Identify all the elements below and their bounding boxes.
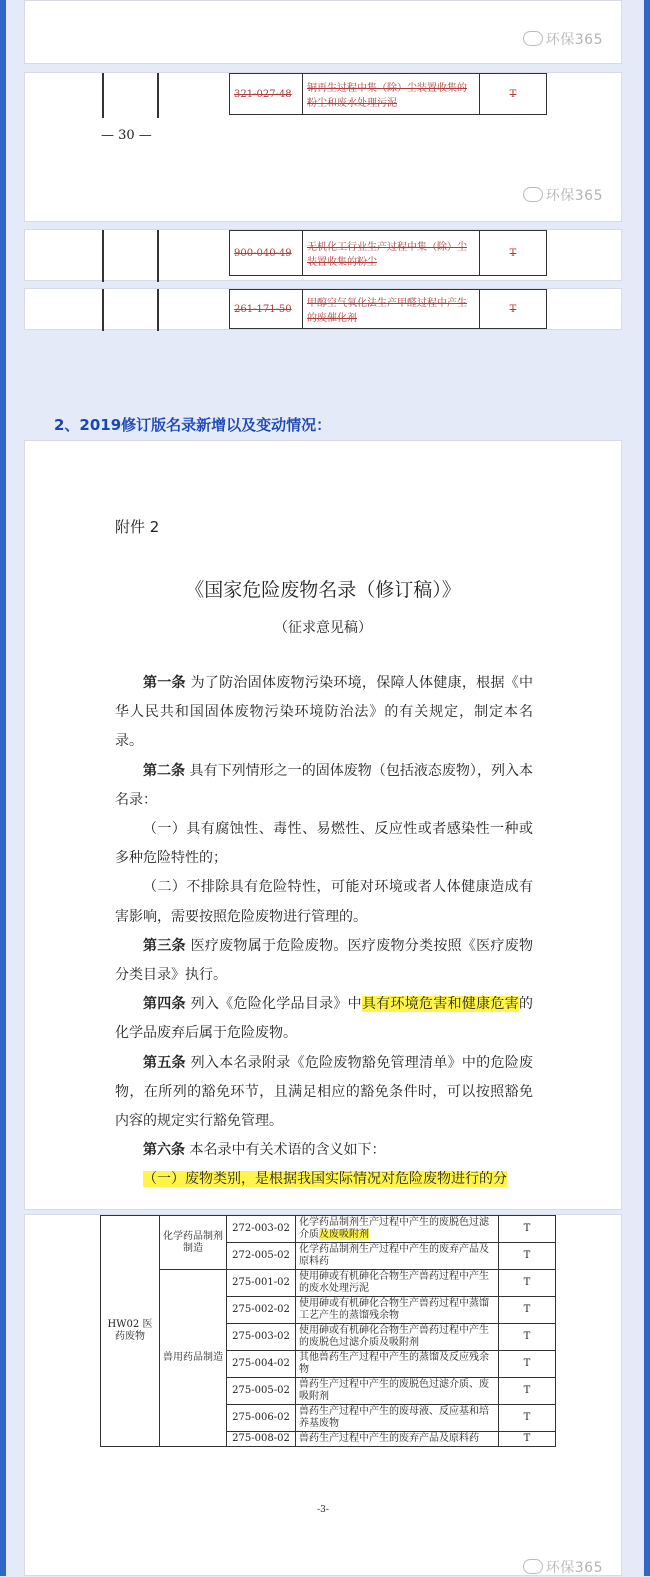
table-cell-desc: 铜再生过程中集（除）尘装置收集的粉尘和废水处理污泥 — [303, 74, 480, 115]
table-cell-code: 261-171-50 — [230, 290, 303, 329]
table-cell-mark: T — [499, 1297, 556, 1324]
table-cell-mark: T — [499, 1270, 556, 1297]
document-title: 《国家危险废物名录（修订稿）》 — [185, 579, 461, 601]
wechat-icon — [523, 31, 543, 46]
paragraph: 第一条 为了防治固体废物污染环境，保障人体健康，根据《中华人民共和国固体废物污染环境防治法》的有关规定，制定本名录。 — [115, 675, 534, 750]
table-cell-code: 275-003-02 — [227, 1324, 296, 1351]
paragraph: 第六条 本名录中有关术语的含义如下： — [143, 1142, 386, 1159]
table-row — [230, 290, 547, 329]
watermark: 环保365 — [523, 1557, 603, 1577]
table-cell-code: 275-004-02 — [227, 1351, 296, 1378]
table-line — [102, 230, 104, 282]
old-table — [229, 289, 547, 329]
table-cell-desc: 使用砷或有机砷化合物生产兽药过程中蒸馏工艺产生的蒸馏残余物 — [296, 1297, 499, 1324]
document-subtitle: （征求意见稿） — [274, 620, 372, 636]
document-body — [115, 669, 533, 1195]
table-cell-desc: 化学药品制剂生产过程中产生的废脱色过滤介质及废吸附剂 — [296, 1216, 499, 1243]
table-line — [102, 73, 104, 118]
table-row — [101, 1216, 556, 1243]
table-line — [157, 230, 159, 282]
right-frame-bar — [644, 0, 650, 1576]
table-cell-category: HW02 医药废物 — [101, 1216, 160, 1447]
highlight: 具有环境危害和健康危害 — [361, 996, 520, 1013]
table-cell-mark: T — [499, 1351, 556, 1378]
watermark: 环保365 — [523, 29, 603, 49]
wechat-icon — [523, 1559, 543, 1574]
table-cell-mark: T — [499, 1405, 556, 1432]
table-row — [230, 74, 547, 115]
paragraph: 第五条 列入本名录附录《危险废物豁免管理清单》中的危险废物，在所列的豁免环节，且满足相应的豁免条件时，可以按照豁免内容的规定实行豁免管理。 — [115, 1054, 534, 1130]
table-cell-desc: 化学药品制剂生产过程中产生的废弃产品及原料药 — [296, 1243, 499, 1270]
image-card-old-table-3 — [24, 288, 622, 330]
page-number: -3- — [317, 1505, 329, 1515]
table-cell-code: 900-040-49 — [230, 231, 303, 276]
table-line — [157, 73, 159, 118]
table-cell-code: 272-003-02 — [227, 1216, 296, 1243]
table-cell-desc: 无机化工行业生产过程中集（除）尘装置收集的粉尘 — [303, 231, 480, 276]
table-cell-code: 321-027-48 — [230, 74, 303, 115]
highlight: （一）废物类别，是根据我国实际情况对危险废物进行的分 — [143, 1171, 507, 1188]
table-cell-code: 275-008-02 — [227, 1432, 296, 1447]
image-card-top — [24, 0, 622, 64]
table-cell-desc: 使用砷或有机砷化合物生产兽药过程中产生的废水处理污泥 — [296, 1270, 499, 1297]
table-cell-desc: 甲醇空气氧化法生产甲醛过程中产生的废催化剂 — [303, 290, 480, 329]
image-card-old-table-2 — [24, 229, 622, 281]
table-line — [157, 289, 159, 331]
attachment-label: 附件 2 — [115, 518, 160, 536]
paragraph: 第三条 医疗废物属于危险废物。医疗废物分类按照《医疗废物分类目录》执行。 — [115, 937, 534, 984]
table-cell-code: 275-005-02 — [227, 1378, 296, 1405]
table-cell-code: 275-006-02 — [227, 1405, 296, 1432]
table-cell-industry: 兽用药品制造 — [160, 1270, 227, 1447]
image-card-old-table-1 — [24, 72, 622, 222]
table-cell-code: 275-002-02 — [227, 1297, 296, 1324]
paragraph: （一）具有腐蚀性、毒性、易燃性、反应性或者感染性一种或多种危险特性的； — [115, 821, 533, 867]
document-page — [24, 440, 622, 1210]
wechat-icon — [523, 187, 543, 202]
old-table — [229, 73, 547, 115]
table-cell-desc: 兽药生产过程中产生的废弃产品及原料药 — [296, 1432, 499, 1447]
table-cell-desc: 兽药生产过程中产生的废母液、反应基和培养基废物 — [296, 1405, 499, 1432]
table-cell-desc: 兽药生产过程中产生的废脱色过滤介质、废吸附剂 — [296, 1378, 499, 1405]
paragraph — [115, 1165, 533, 1194]
table-cell-mark: T — [499, 1378, 556, 1405]
table-cell-mark: T — [480, 231, 547, 276]
section-title: 2、2019修订版名录新增以及变动情况： — [54, 416, 332, 434]
table-page — [24, 1214, 622, 1576]
page-number: — 30 — — [101, 128, 152, 143]
table-cell-code: 272-005-02 — [227, 1243, 296, 1270]
table-row — [101, 1270, 556, 1297]
table-cell-industry: 化学药品制剂制造 — [160, 1216, 227, 1270]
highlight: 及废吸附剂 — [319, 1229, 369, 1240]
table-cell-mark: T — [499, 1324, 556, 1351]
paragraph: （二）不排除具有危险特性，可能对环境或者人体健康造成有害影响，需要按照危险废物进行管理的。 — [115, 879, 533, 925]
table-cell-mark: T — [499, 1216, 556, 1243]
table-line — [102, 289, 104, 331]
table-cell-desc: 使用砷或有机砷化合物生产兽药过程中产生的废脱色过滤介质及吸附剂 — [296, 1324, 499, 1351]
table-cell-mark: T — [480, 290, 547, 329]
watermark: 环保365 — [523, 185, 603, 205]
table-cell-mark: T — [499, 1432, 556, 1447]
table-row — [230, 231, 547, 276]
paragraph: 第二条 具有下列情形之一的固体废物（包括液态废物），列入本名录： — [115, 762, 534, 808]
table-cell-mark: T — [480, 74, 547, 115]
table-cell-code: 275-001-02 — [227, 1270, 296, 1297]
paragraph: 第四条 列入《危险化学品目录》中具有环境危害和健康危害的化学品废弃后属于危险废物。 — [115, 996, 534, 1042]
table-cell-desc: 其他兽药生产过程中产生的蒸馏及反应残余物 — [296, 1351, 499, 1378]
waste-table — [100, 1215, 556, 1447]
old-table — [229, 230, 547, 276]
table-cell-mark: T — [499, 1243, 556, 1270]
